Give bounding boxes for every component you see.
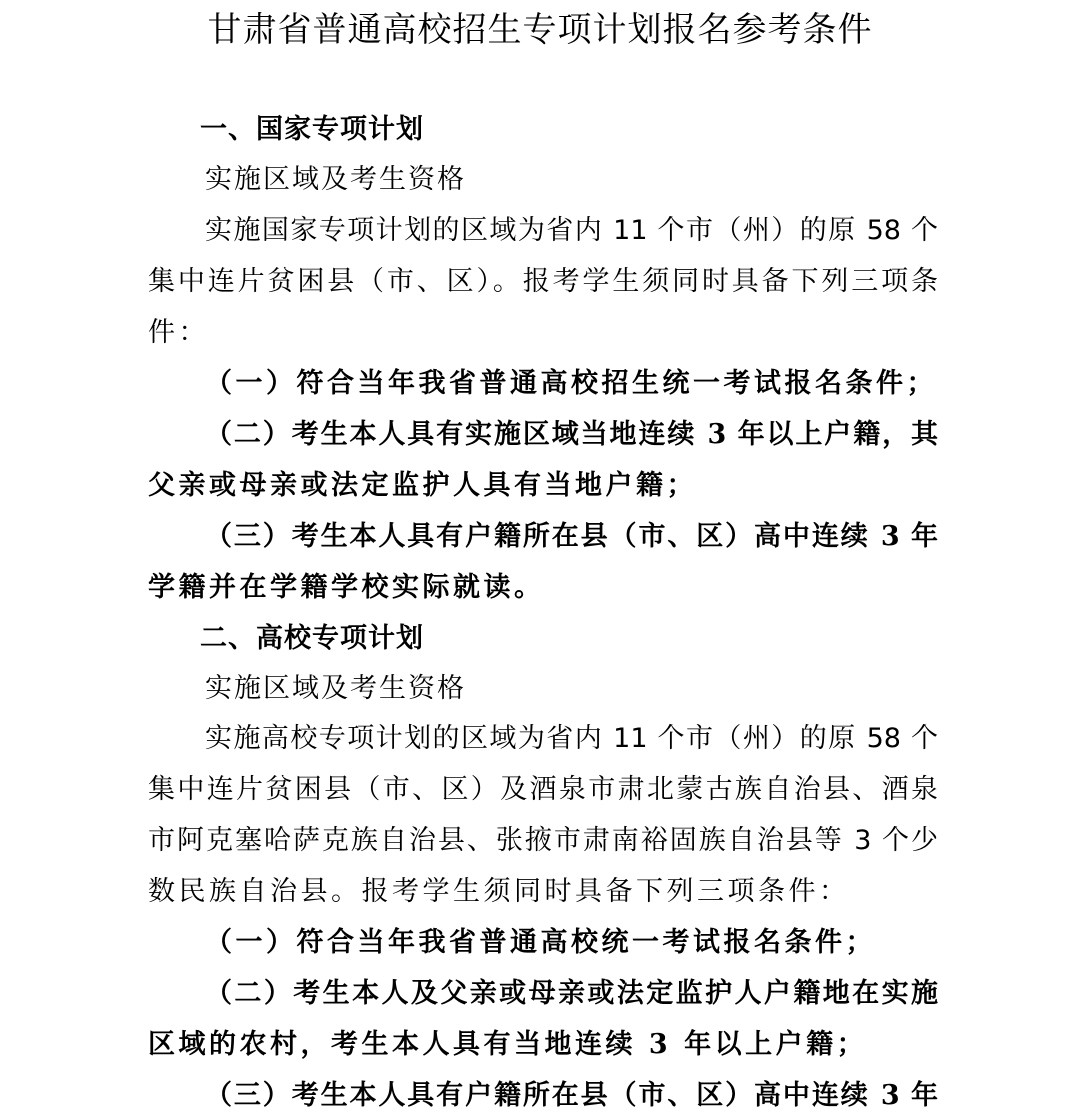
condition-line: 父亲或母亲或法定监护人具有当地户籍； <box>148 470 697 501</box>
section-heading: 二、高校专项计划 <box>200 623 424 654</box>
condition-line: （二）考生本人具有实施区域当地连续 3 年以上户籍，其 <box>205 419 938 450</box>
paragraph-line: 集中连片贫困县（市、区）。报考学生须同时具备下列三项条 <box>148 266 938 297</box>
paragraph-line: 实施高校专项计划的区域为省内 11 个市（州）的原 58 个 <box>205 723 938 754</box>
paragraph-line: 市阿克塞哈萨克族自治县、张掖市肃南裕固族自治县等 3 个少 <box>148 825 938 856</box>
condition-line: （一）符合当年我省普通高校统一考试报名条件； <box>205 927 876 958</box>
condition-line: （三）考生本人具有户籍所在县（市、区）高中连续 3 年 <box>205 1080 938 1111</box>
condition-line: （三）考生本人具有户籍所在县（市、区）高中连续 3 年 <box>205 521 938 552</box>
condition-line: （一）符合当年我省普通高校招生统一考试报名条件； <box>205 368 937 399</box>
condition-line: 学籍并在学籍学校实际就读。 <box>148 572 545 603</box>
paragraph-line: 实施国家专项计划的区域为省内 11 个市（州）的原 58 个 <box>205 215 938 246</box>
paragraph-line: 数民族自治县。报考学生须同时具备下列三项条件： <box>148 876 850 907</box>
document-title: 甘肃省普通高校招生专项计划报名参考条件 <box>207 10 873 50</box>
section-subheading: 实施区域及考生资格 <box>205 164 466 195</box>
condition-line: （二）考生本人及父亲或母亲或法定监护人户籍地在实施 <box>205 978 938 1009</box>
paragraph-line: 件： <box>148 317 209 348</box>
section-heading: 一、国家专项计划 <box>200 114 424 145</box>
section-subheading: 实施区域及考生资格 <box>205 673 466 704</box>
paragraph-line: 集中连片贫困县（市、区）及酒泉市肃北蒙古族自治县、酒泉 <box>148 774 938 805</box>
condition-line: 区域的农村，考生本人具有当地连续 3 年以上户籍； <box>148 1029 868 1060</box>
